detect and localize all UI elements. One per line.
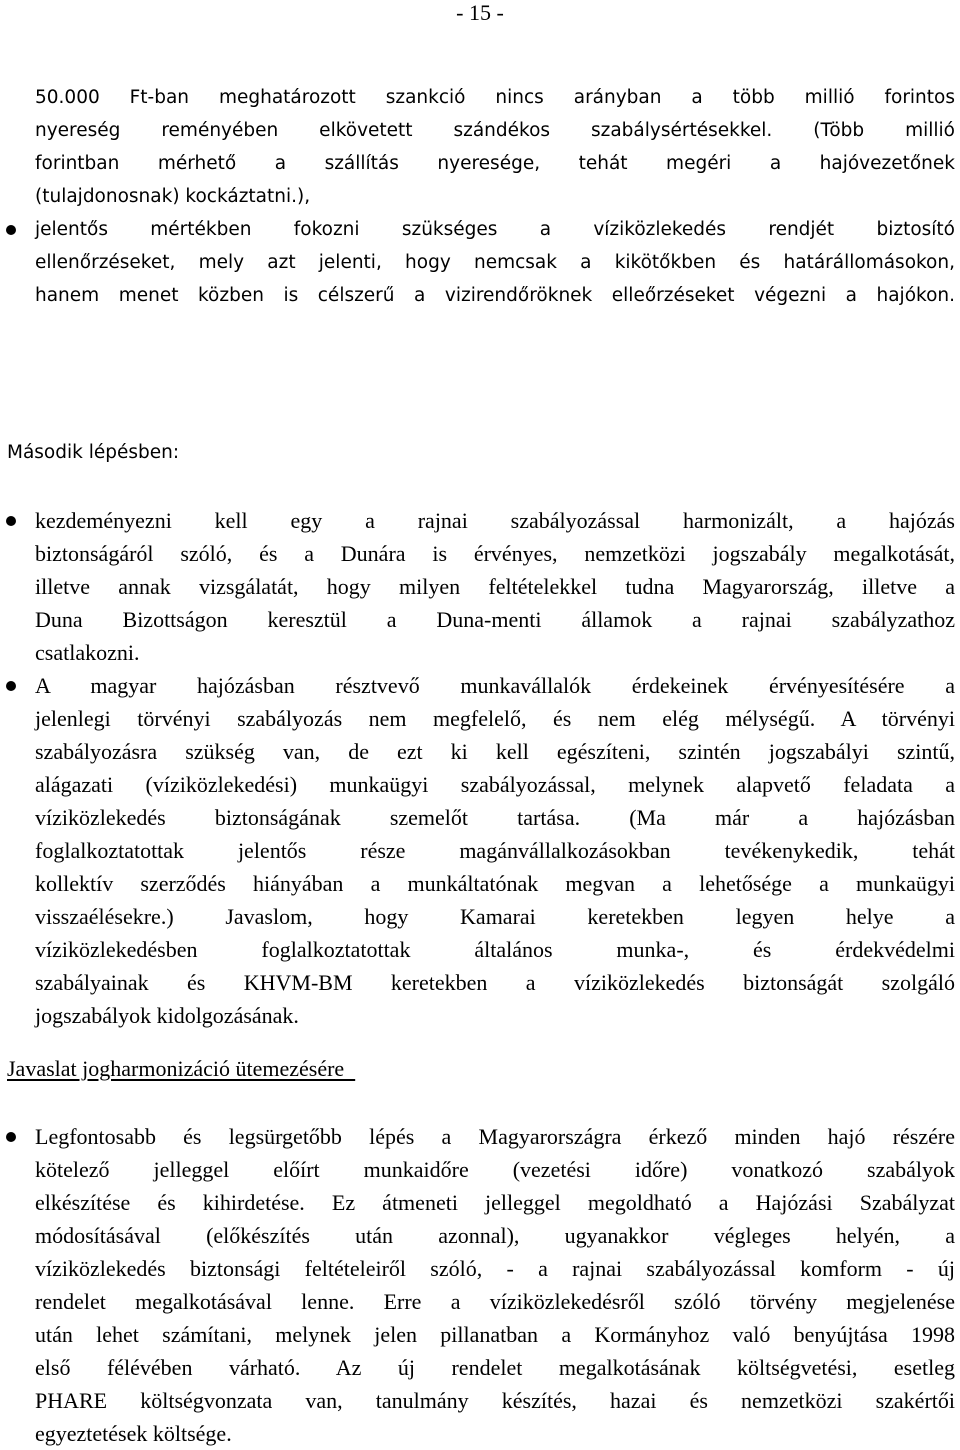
text-line: A magyar hajózásban résztvevő munkavállalók érdekeinek érvényesítésére a — [35, 673, 955, 698]
text-line: jogszabályok kidolgozásának. — [35, 1003, 299, 1028]
text-line: módosításával (előkészítés után azonnal), ugyanakkor végleges helyén, a — [35, 1223, 955, 1248]
bullet-icon — [6, 225, 16, 235]
text-line: Legfontosabb és legsürgetőbb lépés a Magyarországra érkező minden hajó részére — [35, 1124, 955, 1149]
text-line: 50.000 Ft-ban meghatározott szankció nincs arányban a több millió forintos — [35, 87, 955, 108]
bullet-icon — [6, 681, 16, 691]
text-line: után lehet számítani, melynek jelen pillanatban a Kormányhoz való benyújtása 1998 — [35, 1322, 955, 1347]
bullet-icon — [6, 1132, 16, 1142]
text-line: egyeztetések költsége. — [35, 1421, 232, 1446]
text-line: szabályozásra szükség van, de ezt ki kell egészíteni, szintén jogszabályi szintű, — [35, 739, 955, 764]
text-line: víziközlekedés biztonsági feltételeiről szóló, - a rajnai szabályozással komform - új — [35, 1256, 955, 1281]
text-line: rendelet megalkotásával lenne. Erre a víziközlekedésről szóló törvény megjelenése — [35, 1289, 955, 1314]
text-line: alágazati (víziközlekedési) munkaügyi szabályozással, melynek alapvető feladata a — [35, 772, 955, 797]
text-line: visszaélésekre.) Javaslom, hogy Kamarai keretekben legyen helye a — [35, 904, 955, 929]
text-line: jelentős mértékben fokozni szükséges a víziközlekedés rendjét biztosító — [35, 219, 955, 240]
text-line: nyereség reményében elkövetett szándékos szabálysértésekkel. (Több millió — [35, 120, 955, 141]
text-line: kollektív szerződés hiányában a munkáltatónak megvan a lehetősége a munkaügyi — [35, 871, 955, 896]
text-line: kötelező jelleggel előírt munkaidőre (vezetési időre) vonatkozó szabályok — [35, 1157, 955, 1182]
text-line: illetve annak vizsgálatát, hogy milyen feltételekkel tudna Magyarország, illetve a — [35, 574, 955, 599]
section-heading-underlined: Javaslat jogharmonizáció ütemezésére — [7, 1056, 356, 1081]
bullet-icon — [6, 516, 16, 526]
text-line: első félévében várható. Az új rendelet megalkotásának költségvetési, esetleg — [35, 1355, 955, 1380]
text-line: jelenlegi törvényi szabályozás nem megfelelő, és nem elég mélységű. A törvényi — [35, 706, 955, 731]
section-heading: Második lépésben: — [7, 442, 180, 463]
page-number: - 15 - — [456, 0, 504, 25]
text-line: csatlakozni. — [35, 640, 140, 665]
text-line: víziközlekedésben foglalkoztatottak általános munka-, és érdekvédelmi — [35, 937, 955, 962]
text-line: PHARE költségvonzata van, tanulmány készítés, hazai és nemzetközi szakértői — [35, 1388, 955, 1413]
text-line: víziközlekedés biztonságának szemelőt tartása. (Ma már a hajózásban — [35, 805, 955, 830]
text-line: hanem menet közben is célszerű a vizirendőröknek elleőrzéseket végezni a hajókon. — [35, 285, 955, 306]
text-line: kezdeményezni kell egy a rajnai szabályozással harmonizált, a hajózás — [35, 508, 955, 533]
text-line: Duna Bizottságon keresztül a Duna-menti államok a rajnai szabályzathoz — [35, 607, 955, 632]
text-line: ellenőrzéseket, mely azt jelenti, hogy nemcsak a kikötőkben és határállomásokon, — [35, 252, 955, 273]
text-line: szabályainak és KHVM-BM keretekben a víziközlekedés biztonságát szolgáló — [35, 970, 955, 995]
text-line: forintban mérhető a szállítás nyeresége, tehát megéri a hajóvezetőnek — [35, 153, 955, 174]
text-line: foglalkoztatottak jelentős része magánvállalkozásokban tevékenykedik, tehát — [35, 838, 955, 863]
text-line: biztonságáról szóló, és a Dunára is érvényes, nemzetközi jogszabály megalkotását, — [35, 541, 955, 566]
text-line: (tulajdonosnak) kockáztatni.), — [35, 186, 311, 207]
text-line: elkészítése és kihirdetése. Ez átmeneti jelleggel megoldható a Hajózási Szabályzat — [35, 1190, 955, 1215]
